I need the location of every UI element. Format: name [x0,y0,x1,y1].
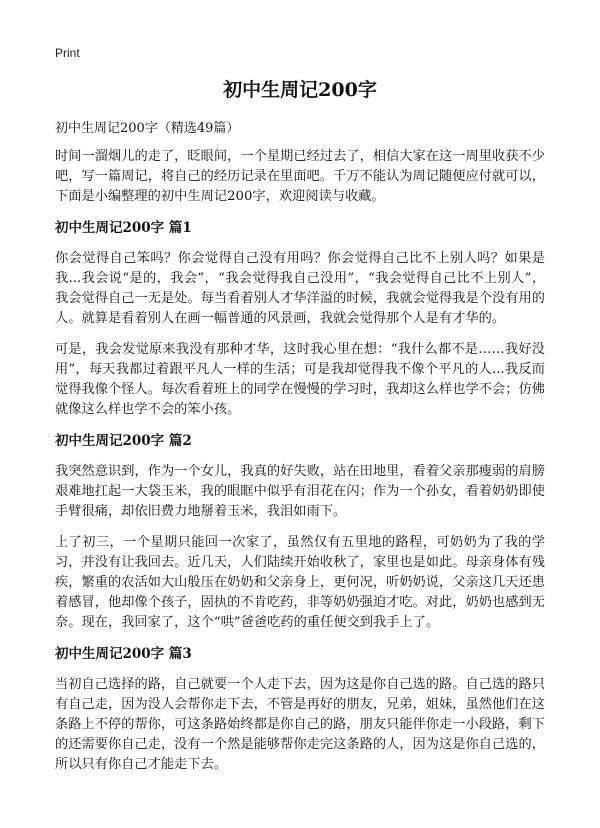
section-2 [55,431,545,633]
section-heading: 初中生周记200字 篇2 [55,433,192,449]
section-heading: 初中生周记200字 篇3 [55,646,192,662]
section-paragraph: 我突然意识到，作为一个女儿，我真的好失败，站在田地里，看着父亲那瘦弱的肩膀艰难地扛起一大袋玉米，我的眼眶中似乎有泪花在闪；作为一个孙女，看着奶奶即使手臂很痛，却依旧费力地掰着玉米，我泪如雨下。 [55,464,545,519]
document-body [55,147,545,786]
section-paragraph: 当初自己选择的路，自己就要一个人走下去，因为这是你自己选的路。自己选的路只有自己走，因为没人会帮你走下去，不管是再好的朋友，兄弟，姐妹，虽然他们在这条路上不停的帮你，可这条路始终都是你自己的路，朋友只能伴你走一小段路，剩下的还需要你自己走，没有一个然是能够帮你走完这条路的人，因为这是你自己选的，所以只有你自己才能走下去。 [55,677,545,772]
section-paragraph: 你会觉得自己笨吗？你会觉得自己没有用吗？你会觉得自己比不上别人吗？如果是我...我会说“是的，我会”，“我会觉得我自己没用”，“我会觉得自己比不上别人”，我会觉得自己一无是处。每当看着别人才华洋溢的时候，我就会觉得我是个没有用的人。就算是看着别人在画一幅普通的风景画，我就会觉得那个人是有才华的。 [55,251,545,326]
document-subtitle: 初中生周记200字（精选49篇） [55,121,240,136]
section-paragraph: 可是，我会发觉原来我没有那种才华，这时我心里在想：“我什么都不是……我好没用”，每天我都过着跟平凡人一样的生活；可是我却觉得我不像个平凡的人...我反而觉得我像个怪人。每次看着班上的同学在慢慢的学习时，我却这么样也学不会；仿佛就像这么样也学不会的笨小孩。 [55,342,545,417]
intro-paragraph: 时间一溜烟儿的走了，眨眼间，一个星期已经过去了，相信大家在这一周里收获不少吧，写一篇周记，将自己的经历记录在里面吧。千万不能认为周记随便应付就可以，下面是小编整理的初中生周记200字，欢迎阅读与收藏。 [55,149,545,204]
print-link[interactable]: Print [55,46,80,60]
section-3 [55,644,545,775]
section-1 [55,218,545,420]
page-title: 初中生周记200字 [223,79,377,101]
section-paragraph: 上了初三，一个星期只能回一次家了，虽然仅有五里地的路程，可奶奶为了我的学习，并没有让我回去。近几天，人们陆续开始收秋了，家里也是如此。母亲身体有残疾，繁重的农活如大山般压在奶奶和父亲身上，更何况，听奶奶说，父亲这几天还患着感冒，他却像个孩子，固执的不肯吃药，非等奶奶强迫才吃。对此，奶奶也感到无奈。现在，我回家了，这个“哄”爸爸吃药的重任便交到我手上了。 [55,535,545,630]
section-heading: 初中生周记200字 篇1 [55,220,192,236]
